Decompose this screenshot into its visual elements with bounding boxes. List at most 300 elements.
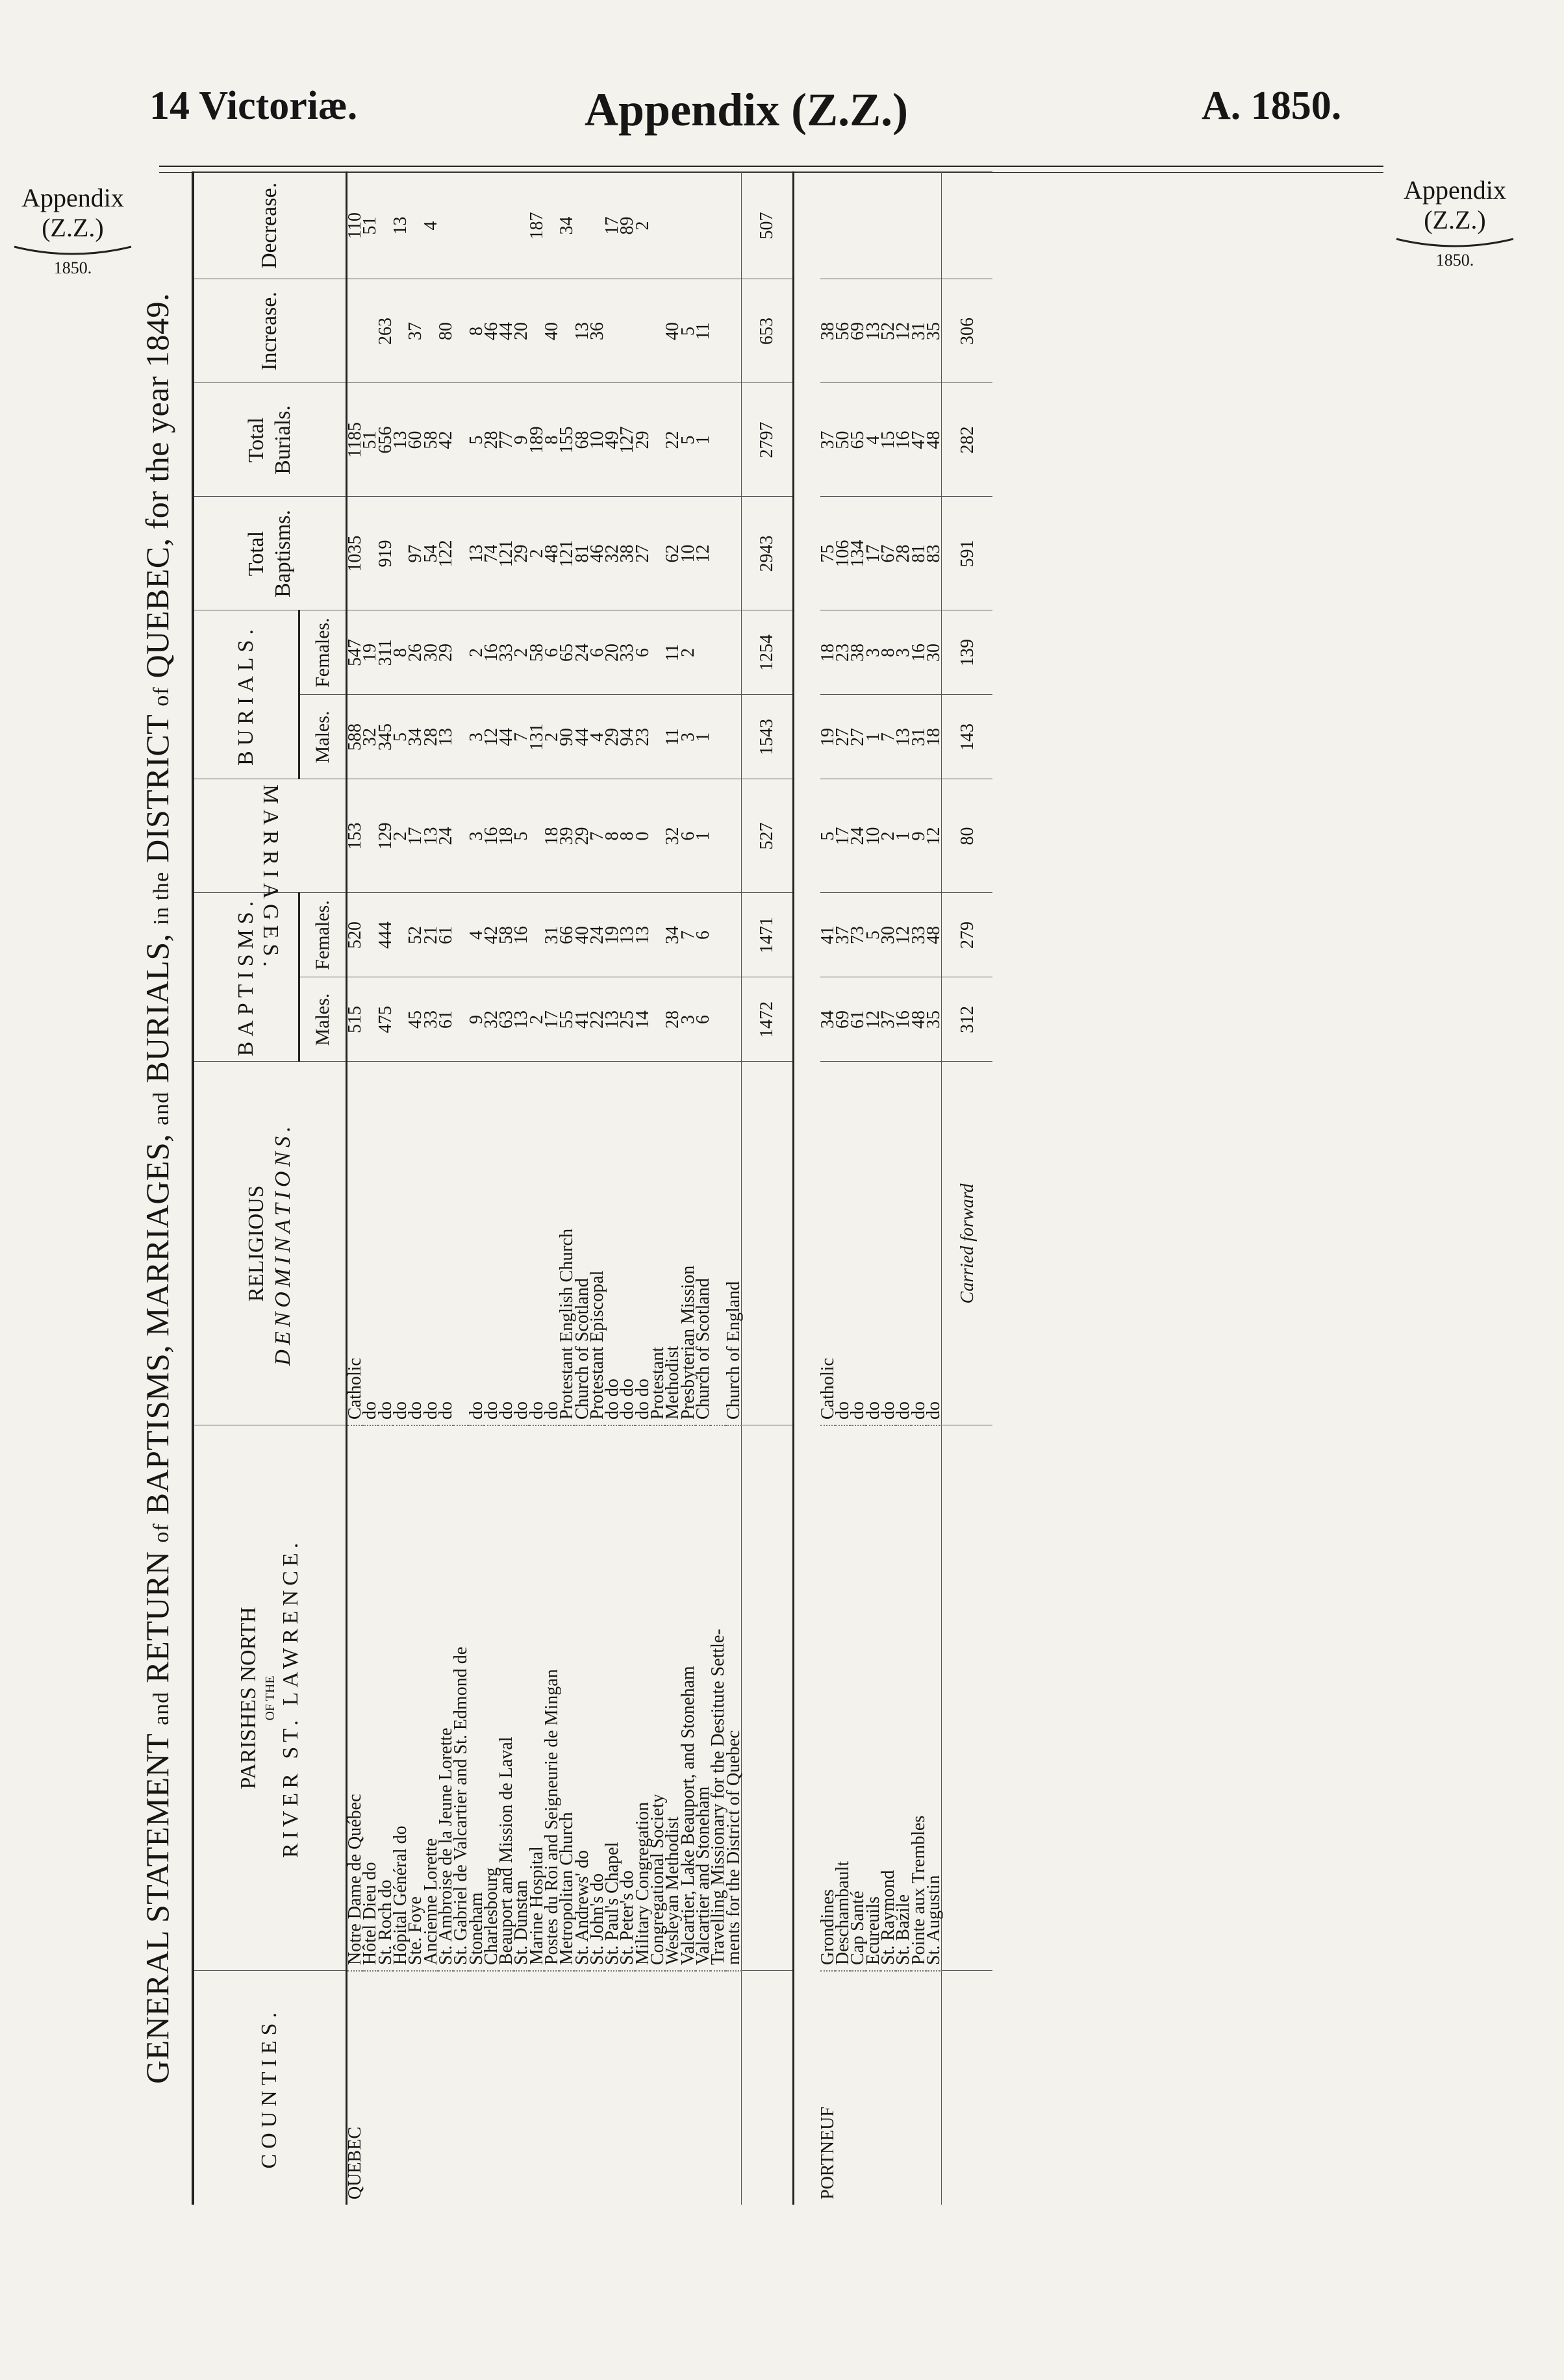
parish-cell: Hôpital Général do	[393, 1425, 408, 1971]
bur-females-cell	[725, 610, 741, 695]
denomination-cell: Methodist	[665, 1062, 680, 1425]
decrease-cell	[499, 172, 514, 279]
decrease-cell	[711, 172, 725, 279]
bur-males-cell: 2	[544, 695, 559, 779]
marriages-cell: 6	[681, 779, 696, 893]
county-cell	[574, 1971, 589, 2205]
marriages-cell: 9	[911, 779, 926, 893]
decrease-cell: 110	[347, 172, 363, 279]
parish-cell: Valcartier and Stoneham	[696, 1425, 711, 1971]
bap-females-cell: 19	[605, 893, 620, 977]
total-baptisms-cell: 54	[423, 497, 438, 610]
parish-cell: St. Roch do	[378, 1425, 393, 1971]
bur-males-cell: 12	[484, 695, 499, 779]
decrease-cell	[484, 172, 499, 279]
col-increase: Increase.	[193, 279, 347, 383]
bur-females-cell: 2	[468, 610, 483, 695]
bap-males-cell: 33	[423, 977, 438, 1062]
total-baptisms-cell: 75	[820, 497, 835, 610]
bap-males-cell: 25	[620, 977, 635, 1062]
col-decrease: Decrease.	[193, 172, 347, 279]
cf-marriages: 80	[942, 779, 993, 893]
parish-cell: St. Peter's do	[620, 1425, 635, 1971]
total-baptisms-cell: 32	[605, 497, 620, 610]
subtotal-total-baptisms: 2943	[741, 497, 793, 610]
total-burials-cell: 127	[620, 383, 635, 497]
marriages-cell: 1	[696, 779, 711, 893]
parish-cell: Stoneham	[468, 1425, 483, 1971]
bap-males-cell: 17	[544, 977, 559, 1062]
county-cell: PORTNEUF	[820, 1971, 835, 2205]
bap-females-cell: 42	[484, 893, 499, 977]
total-baptisms-cell: 62	[665, 497, 680, 610]
col-burials: BURIALS.	[193, 610, 299, 779]
parish-cell: Valcartier, Lake Beauport, and Stoneham	[681, 1425, 696, 1971]
cf-bap-females: 279	[942, 893, 993, 977]
cf-total-baptisms: 591	[942, 497, 993, 610]
total-baptisms-cell: 38	[620, 497, 635, 610]
bur-males-cell: 23	[635, 695, 650, 779]
marriages-cell: 10	[866, 779, 881, 893]
marriages-cell: 17	[835, 779, 850, 893]
county-cell	[514, 1971, 529, 2205]
bur-males-cell: 7	[881, 695, 896, 779]
county-cell	[696, 1971, 711, 2205]
bap-females-cell: 13	[620, 893, 635, 977]
county-cell	[620, 1971, 635, 2205]
total-burials-cell: 10	[590, 383, 605, 497]
quebec-subtotal	[741, 172, 820, 2205]
parish-cell: St. Ambroise de la Jeune Lorette	[438, 1425, 453, 1971]
bur-males-cell: 3	[468, 695, 483, 779]
denomination-cell: Presbyterian Mission	[681, 1062, 696, 1425]
denomination-cell: do	[896, 1062, 911, 1425]
denomination-cell: do	[911, 1062, 926, 1425]
bap-females-cell: 5	[866, 893, 881, 977]
total-baptisms-cell: 10	[681, 497, 696, 610]
marriages-cell	[725, 779, 741, 893]
decrease-cell: 4	[423, 172, 438, 279]
marriages-cell: 2	[881, 779, 896, 893]
marriages-cell: 16	[484, 779, 499, 893]
increase-cell: 46	[484, 279, 499, 383]
bap-males-cell: 14	[635, 977, 650, 1062]
marriages-cell: 5	[820, 779, 835, 893]
bur-females-cell	[711, 610, 725, 695]
cf-bur-males: 143	[942, 695, 993, 779]
total-burials-cell: 155	[559, 383, 574, 497]
decrease-cell	[896, 172, 911, 279]
bap-females-cell: 61	[438, 893, 453, 977]
denomination-cell: do	[393, 1062, 408, 1425]
marriages-cell: 18	[544, 779, 559, 893]
increase-cell	[347, 279, 363, 383]
county-cell	[423, 1971, 438, 2205]
increase-cell: 52	[881, 279, 896, 383]
denomination-cell: do	[408, 1062, 423, 1425]
marriages-cell: 24	[850, 779, 865, 893]
bur-males-cell: 11	[665, 695, 680, 779]
denomination-cell: do	[544, 1062, 559, 1425]
total-baptisms-cell: 27	[635, 497, 650, 610]
bap-males-cell: 61	[850, 977, 865, 1062]
bap-males-cell: 13	[605, 977, 620, 1062]
subtotal-bur-females: 1254	[741, 610, 793, 695]
parish-cell: Metropolitan Church	[559, 1425, 574, 1971]
bur-males-cell: 90	[559, 695, 574, 779]
decrease-cell: 51	[362, 172, 377, 279]
bur-females-cell: 18	[820, 610, 835, 695]
bur-males-cell: 18	[926, 695, 942, 779]
bap-females-cell: 40	[574, 893, 589, 977]
margin-note-right	[1390, 175, 1520, 270]
denomination-cell: do	[362, 1062, 377, 1425]
total-burials-cell: 28	[484, 383, 499, 497]
total-baptisms-cell: 28	[896, 497, 911, 610]
marriages-cell: 2	[393, 779, 408, 893]
bur-females-cell: 58	[529, 610, 544, 695]
carried-forward-label: Carried forward	[942, 1062, 993, 1425]
total-burials-cell: 8	[544, 383, 559, 497]
total-burials-cell: 656	[378, 383, 393, 497]
parish-cell: Deschambault	[835, 1425, 850, 1971]
decrease-cell	[881, 172, 896, 279]
increase-cell: 36	[590, 279, 605, 383]
marriages-cell: 0	[635, 779, 650, 893]
total-burials-cell: 16	[896, 383, 911, 497]
decrease-cell: 17	[605, 172, 620, 279]
bur-females-cell: 29	[438, 610, 453, 695]
increase-cell: 40	[665, 279, 680, 383]
bur-males-cell: 1	[696, 695, 711, 779]
marriages-cell: 129	[378, 779, 393, 893]
increase-cell: 80	[438, 279, 453, 383]
total-baptisms-cell: 29	[514, 497, 529, 610]
denomination-cell: do	[529, 1062, 544, 1425]
marriages-cell: 12	[926, 779, 942, 893]
bur-males-cell: 7	[514, 695, 529, 779]
total-burials-cell: 49	[605, 383, 620, 497]
margin-year: 1850.	[53, 258, 92, 277]
marriages-cell: 32	[665, 779, 680, 893]
bur-males-cell: 44	[574, 695, 589, 779]
denomination-cell: do do	[635, 1062, 650, 1425]
bur-males-cell: 34	[408, 695, 423, 779]
subtotal-decrease: 507	[741, 172, 793, 279]
parish-cell: Travelling Missionary for the Destitute Settle-	[711, 1425, 725, 1971]
total-burials-cell: 50	[835, 383, 850, 497]
subtotal-marriages: 527	[741, 779, 793, 893]
bur-females-cell: 16	[484, 610, 499, 695]
bap-females-cell: 13	[635, 893, 650, 977]
bur-females-cell: 6	[590, 610, 605, 695]
parish-cell: Grondines	[820, 1425, 835, 1971]
bur-females-cell: 23	[835, 610, 850, 695]
increase-cell	[725, 279, 741, 383]
rotated-statement	[123, 172, 1390, 2205]
col-total-burials: Total Burials.	[193, 383, 347, 497]
decrease-cell	[850, 172, 865, 279]
parish-cell: St. Paul's Chapel	[605, 1425, 620, 1971]
col-bap-males: Males.	[299, 977, 347, 1062]
bur-males-cell: 32	[362, 695, 377, 779]
marriages-cell: 13	[423, 779, 438, 893]
denomination-cell: do	[514, 1062, 529, 1425]
swash-ornament	[1390, 235, 1520, 249]
marriages-cell: 1	[896, 779, 911, 893]
margin-code: (Z.Z.)	[42, 213, 104, 242]
col-counties: COUNTIES.	[193, 1971, 347, 2205]
bur-females-cell: 30	[926, 610, 942, 695]
bap-males-cell: 41	[574, 977, 589, 1062]
margin-year: 1850.	[1435, 251, 1474, 269]
marriages-cell: 5	[514, 779, 529, 893]
bap-females-cell: 52	[408, 893, 423, 977]
bur-females-cell: 6	[544, 610, 559, 695]
bur-males-cell: 28	[423, 695, 438, 779]
col-parishes: PARISHES NORTH OF THE RIVER ST. LAWRENCE.	[193, 1425, 347, 1971]
increase-cell: 38	[820, 279, 835, 383]
bap-males-cell: 63	[499, 977, 514, 1062]
bap-females-cell: 520	[347, 893, 363, 977]
margin-note-left	[8, 183, 138, 278]
bur-males-cell: 5	[393, 695, 408, 779]
total-baptisms-cell: 81	[574, 497, 589, 610]
denomination-cell	[453, 1062, 468, 1425]
header-year: A. 1850.	[1202, 84, 1342, 128]
total-burials-cell: 77	[499, 383, 514, 497]
county-cell	[650, 1971, 665, 2205]
bur-males-cell: 31	[911, 695, 926, 779]
bap-females-cell: 24	[590, 893, 605, 977]
bap-females-cell: 37	[835, 893, 850, 977]
bap-males-cell: 32	[484, 977, 499, 1062]
bur-males-cell: 13	[896, 695, 911, 779]
denomination-cell: Church of England	[725, 1062, 741, 1425]
bur-males-cell: 13	[438, 695, 453, 779]
decrease-cell	[696, 172, 711, 279]
margin-label: Appendix	[1404, 175, 1506, 205]
total-baptisms-cell: 13	[468, 497, 483, 610]
county-cell	[468, 1971, 483, 2205]
denomination-cell: do	[881, 1062, 896, 1425]
total-baptisms-cell: 97	[408, 497, 423, 610]
table-title: GENERAL STATEMENT and RETURN of BAPTISMS, MARRIAGES, and BURIALS, in the DISTRICT of QUEBEC, for the year 1849.	[139, 293, 175, 2084]
subtotal-bur-males: 1543	[741, 695, 793, 779]
increase-cell: 12	[896, 279, 911, 383]
bap-males-cell: 28	[665, 977, 680, 1062]
parish-cell: St. Bazile	[896, 1425, 911, 1971]
bur-males-cell: 29	[605, 695, 620, 779]
bur-males-cell: 27	[835, 695, 850, 779]
marriages-cell: 3	[468, 779, 483, 893]
total-burials-cell: 29	[635, 383, 650, 497]
col-total-baptisms: Total Baptisms.	[193, 497, 347, 610]
bur-females-cell: 8	[881, 610, 896, 695]
bap-females-cell: 73	[850, 893, 865, 977]
table-row	[926, 172, 942, 2205]
cf-total-burials: 282	[942, 383, 993, 497]
county-cell	[590, 1971, 605, 2205]
increase-cell: 31	[911, 279, 926, 383]
bap-females-cell: 12	[896, 893, 911, 977]
bap-males-cell: 34	[820, 977, 835, 1062]
parish-cell: Military Congregation	[635, 1425, 650, 1971]
denomination-cell: do	[926, 1062, 942, 1425]
decrease-cell	[820, 172, 835, 279]
total-burials-cell: 47	[911, 383, 926, 497]
increase-cell: 8	[468, 279, 483, 383]
bur-females-cell: 311	[378, 610, 393, 695]
marriages-cell: 17	[408, 779, 423, 893]
decrease-cell	[725, 172, 741, 279]
bap-females-cell: 4	[468, 893, 483, 977]
parish-cell: Cap Santé	[850, 1425, 865, 1971]
total-burials-cell: 13	[393, 383, 408, 497]
decrease-cell	[681, 172, 696, 279]
denomination-cell: do	[423, 1062, 438, 1425]
marriages-cell: 24	[438, 779, 453, 893]
total-burials-cell: 42	[438, 383, 453, 497]
bap-females-cell: 58	[499, 893, 514, 977]
parish-cell: Congregational Society	[650, 1425, 665, 1971]
total-baptisms-cell: 122	[438, 497, 453, 610]
county-cell	[499, 1971, 514, 2205]
decrease-cell	[468, 172, 483, 279]
total-burials-cell	[725, 383, 741, 497]
county-cell	[393, 1971, 408, 2205]
total-burials-cell: 9	[514, 383, 529, 497]
bap-males-cell: 55	[559, 977, 574, 1062]
total-baptisms-cell: 106	[835, 497, 850, 610]
bap-males-cell: 6	[696, 977, 711, 1062]
bur-females-cell: 3	[896, 610, 911, 695]
county-cell	[896, 1971, 911, 2205]
denomination-cell: Church of Scotland	[696, 1062, 711, 1425]
total-burials-cell: 4	[866, 383, 881, 497]
parish-cell: Notre Dame de Québec	[347, 1425, 363, 1971]
subtotal-total-burials: 2797	[741, 383, 793, 497]
increase-cell	[635, 279, 650, 383]
increase-cell: 35	[926, 279, 942, 383]
subtotal-bap-females: 1471	[741, 893, 793, 977]
county-cell	[484, 1971, 499, 2205]
portneuf-rows	[817, 172, 944, 2205]
increase-cell: 263	[378, 279, 393, 383]
denomination-cell: Protestant	[650, 1062, 665, 1425]
total-burials-cell: 5	[681, 383, 696, 497]
county-cell	[635, 1971, 650, 2205]
denomination-cell: Catholic	[820, 1062, 835, 1425]
bur-males-cell: 94	[620, 695, 635, 779]
decrease-cell	[926, 172, 942, 279]
header-rule	[159, 166, 1383, 167]
county-cell	[529, 1971, 544, 2205]
swash-ornament	[8, 243, 138, 257]
bur-males-cell: 4	[590, 695, 605, 779]
subtotal-bap-males: 1472	[741, 977, 793, 1062]
total-baptisms-cell: 67	[881, 497, 896, 610]
county-cell	[605, 1971, 620, 2205]
bur-males-cell: 3	[681, 695, 696, 779]
parish-cell: Beauport and Mission de Laval	[499, 1425, 514, 1971]
increase-cell: 20	[514, 279, 529, 383]
bap-females-cell: 33	[911, 893, 926, 977]
parish-cell: St. John's do	[590, 1425, 605, 1971]
increase-cell: 37	[408, 279, 423, 383]
denomination-cell: Catholic	[347, 1062, 363, 1425]
decrease-cell	[866, 172, 881, 279]
bap-females-cell: 31	[544, 893, 559, 977]
denomination-cell: Protestant English Church	[559, 1062, 574, 1425]
total-burials-cell: 68	[574, 383, 589, 497]
county-cell	[665, 1971, 680, 2205]
bap-females-cell: 444	[378, 893, 393, 977]
decrease-cell	[665, 172, 680, 279]
bap-males-cell: 13	[514, 977, 529, 1062]
bur-females-cell: 3	[866, 610, 881, 695]
parish-cell: Ste. Foye	[408, 1425, 423, 1971]
parish-cell: Pointe aux Trembles	[911, 1425, 926, 1971]
increase-cell: 40	[544, 279, 559, 383]
bap-females-cell: 34	[665, 893, 680, 977]
header-session: 14 Victoriæ.	[149, 84, 358, 128]
bap-males-cell: 12	[866, 977, 881, 1062]
county-cell	[850, 1971, 865, 2205]
bur-males-cell: 345	[378, 695, 393, 779]
bur-females-cell: 38	[850, 610, 865, 695]
total-baptisms-cell: 46	[590, 497, 605, 610]
bap-males-cell: 16	[896, 977, 911, 1062]
bur-males-cell: 1	[866, 695, 881, 779]
increase-cell: 5	[681, 279, 696, 383]
total-baptisms-cell: 121	[499, 497, 514, 610]
bur-females-cell: 2	[514, 610, 529, 695]
total-baptisms-cell: 1035	[347, 497, 363, 610]
denomination-cell: do	[835, 1062, 850, 1425]
parish-cell: Hôtel Dieu do	[362, 1425, 377, 1971]
county-cell	[866, 1971, 881, 2205]
carried-forward-row	[942, 172, 993, 2205]
denomination-cell: do do	[620, 1062, 635, 1425]
bap-females-cell: 48	[926, 893, 942, 977]
statement-table	[192, 172, 992, 2205]
bap-males-cell: 69	[835, 977, 850, 1062]
marriages-cell: 7	[590, 779, 605, 893]
subtotal-increase: 653	[741, 279, 793, 383]
parish-cell: ments for the District of Quebec	[725, 1425, 741, 1971]
denomination-cell: do	[468, 1062, 483, 1425]
total-burials-cell: 58	[423, 383, 438, 497]
increase-cell	[620, 279, 635, 383]
total-baptisms-cell: 121	[559, 497, 574, 610]
county-cell	[559, 1971, 574, 2205]
county-cell	[711, 1971, 725, 2205]
county-cell	[408, 1971, 423, 2205]
bap-males-cell: 37	[881, 977, 896, 1062]
parish-cell: Marine Hospital	[529, 1425, 544, 1971]
increase-cell: 44	[499, 279, 514, 383]
bap-males-cell	[725, 977, 741, 1062]
county-cell	[378, 1971, 393, 2205]
denomination-cell: Protestant Episcopal	[590, 1062, 605, 1425]
total-burials-cell: 1185	[347, 383, 363, 497]
bur-males-cell: 131	[529, 695, 544, 779]
bur-females-cell: 26	[408, 610, 423, 695]
denomination-cell: do	[484, 1062, 499, 1425]
parish-cell: Ancienne Lorette	[423, 1425, 438, 1971]
decrease-cell: 2	[635, 172, 650, 279]
